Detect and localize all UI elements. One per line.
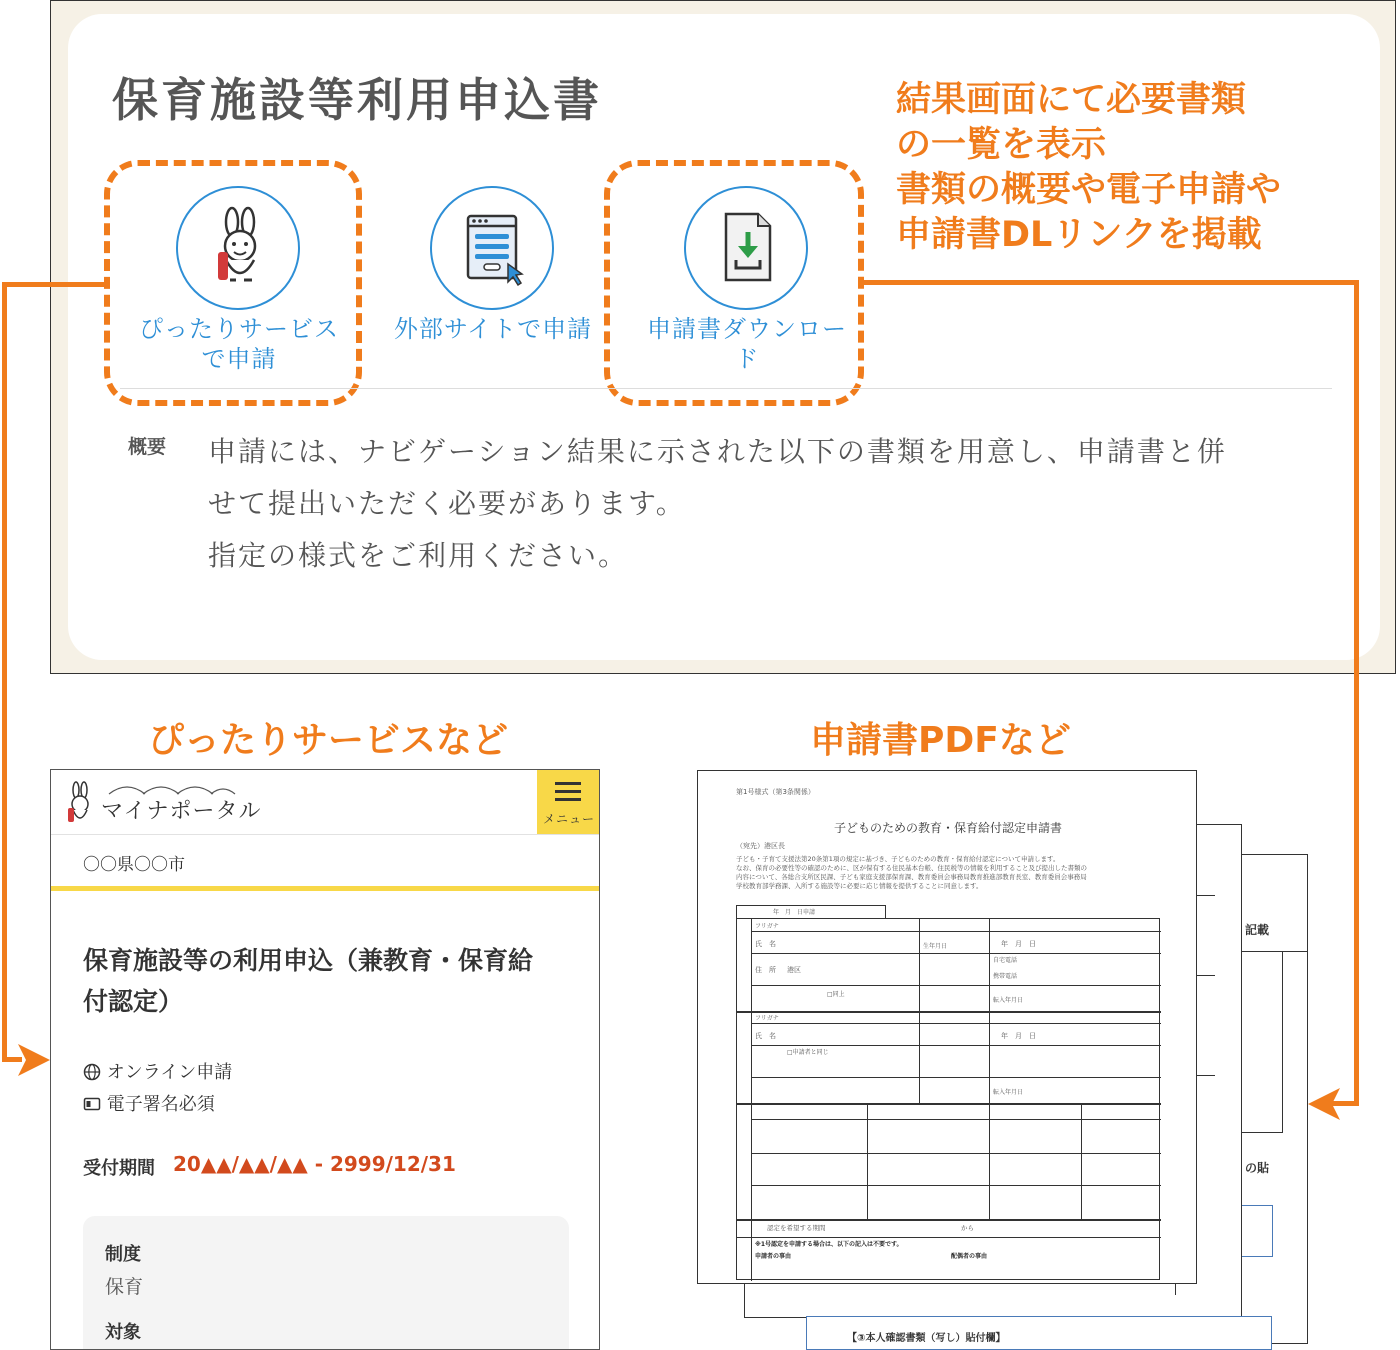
form-number: 第1号様式（第3条関係） [736,788,815,796]
form-rule [751,931,1161,932]
annotation-line: の一覧を表示 [896,125,1107,165]
pittari-label [132,314,346,374]
menu-button[interactable] [537,770,599,834]
form-box [1241,951,1283,1133]
cell-home-phone: 自宅電話 [993,957,1018,964]
document-page-id [806,1316,1272,1350]
pittari-label-line1: ぴったりサービス [139,315,339,343]
period-label: 受付期間 [83,1158,155,1179]
menu-label: メニュー [543,812,596,826]
portal-locality: 〇〇県〇〇市 [83,855,185,875]
form-rule [737,1237,1161,1238]
form-body-line: なお、保育の必要性等の確認のために、区が保有する住民基本台帳、住民税等の情報を利用すること及び提出した書類の [736,864,1087,872]
cell-ymd: 年 月 日 [1001,940,1036,948]
form-rule [751,1153,1161,1154]
id-doc-label: 【③本人確認書類（写し）貼付欄】 [847,1333,1006,1344]
summary-line: 申請には、ナビゲーション結果に示された以下の書類を用意し、申請書と併 [208,435,1227,468]
portal-accent-bar [51,886,599,891]
cell-mobile: 携帯電話 [993,973,1018,980]
form-rule [989,1103,990,1219]
annotation-line: 申請書DLリンクを掲載 [896,215,1262,255]
cell-reason-applicant: 申請者の事由 [755,1253,792,1260]
cell-furigana: フリガナ [755,923,779,930]
summary-label: 概要 [128,436,167,458]
cell-address-value: 港区 [787,966,801,974]
download-label-line1: 申請書ダウンロー [647,315,847,343]
pittari-icon-circle [176,186,300,310]
panel-key-system: 制度 [105,1244,141,1265]
annotation-line: 結果画面にて必要書類 [896,80,1247,120]
panel-key-target: 対象 [105,1322,141,1343]
cell-ymd-2: 年 月 日 [1001,1032,1036,1040]
browser-form-icon [432,188,552,308]
connector-left-vertical [2,282,7,1062]
form-body-line: 内容について、各総合支所区民課、子ども家庭支援部保育課、教育委員会事務局教育推進部教育長室、教育委員会事務局 [736,873,1087,881]
card-divider [120,388,1332,389]
globe-icon [83,1063,101,1081]
form-rule [751,985,1161,986]
form-body-line: 子ども・子育て支援法第20条第1項の規定に基づき、子どものための教育・保育給付認定について申請します。 [736,855,1060,863]
annotation-note [896,78,1281,258]
download-icon-circle [684,186,808,310]
portal-title-line: 保育施設等の利用申込（兼教育・保育給 [83,946,534,975]
side-tag: の貼 [1245,1161,1270,1175]
form-rule [867,1103,868,1219]
form-rule [751,953,1161,954]
myna-portal-screen [50,769,600,1350]
menu-bar [555,798,581,801]
external-site-label: 外部サイトで申請 [393,315,593,343]
cell-address: 住 所 [755,966,776,974]
cell-note: ※1号認定を申請する場合は、以下の記入は不要です。 [755,1241,903,1248]
meta-signature-label: 電子署名必須 [106,1094,215,1115]
form-date-box [736,905,886,919]
form-date: 年 月 日申請 [773,909,816,916]
summary-line: せて提出いただく必要があります。 [208,487,686,520]
form-body-line: 学校教育部学務課、入所する施設等に必要に応じ情報を提供することに同意します。 [736,882,983,890]
form-addressee: （宛先）港区長 [736,842,785,850]
portal-info-panel [83,1216,569,1350]
meta-online [83,1058,232,1084]
external-icon-circle [430,186,554,310]
form-rule [737,1011,1161,1013]
form-rule [919,919,920,1011]
connector-right-vertical [1354,280,1359,1106]
document-download-icon [686,188,806,308]
card-icon [83,1095,101,1113]
cell-from: から [961,1224,974,1232]
cell-name: 氏 名 [755,940,776,948]
cell-name-2: 氏 名 [755,1032,776,1040]
menu-bar [555,782,581,785]
form-rule [919,1011,920,1103]
download-label [640,314,854,374]
portal-logo-text: マイナポータル [101,799,262,824]
portal-header [51,770,599,835]
connector-right-top [862,280,1358,285]
summary-text [208,426,1328,582]
form-rule [1081,1103,1082,1219]
download-button[interactable] [640,184,854,380]
document-page-front [697,770,1197,1284]
form-rule [989,919,990,1011]
download-label-line2: ド [734,345,760,373]
cell-period: 認定を希望する期間 [767,1224,826,1232]
cell-same-as: □申請者と同じ [787,1049,829,1056]
annotation-line: 書類の概要や電子申請や [896,170,1282,210]
cell-same: □同上 [827,991,845,998]
meta-signature [83,1090,215,1116]
cell-reason-spouse: 配偶者の事由 [951,1253,988,1260]
period-value: 20▲▲/▲▲/▲▲ - 2999/12/31 [173,1152,456,1176]
panel-value-system: 保育 [105,1276,144,1298]
form-rule [737,1219,1161,1221]
portal-procedure-title [83,940,573,1022]
form-rule [751,1045,1161,1046]
pittari-service-button[interactable] [132,184,346,380]
portal-title-line: 付認定） [83,987,184,1016]
cell-moved-in: 転入年月日 [993,997,1024,1004]
cell-furigana-2: フリガナ [755,1015,779,1022]
form-rule [737,1103,1161,1105]
side-tag: 記載 [1245,923,1270,937]
form-table [736,918,1160,1280]
form-rule [751,1077,1161,1078]
portal-logo-icon [59,780,99,826]
form-rule [989,1011,990,1103]
form-rule [751,1023,1161,1024]
form-title: 子どものための教育・保育給付認定申請書 [833,821,1062,835]
form-box [1241,1205,1273,1257]
meta-online-label: オンライン申請 [106,1062,233,1083]
arrow-left-head [14,1040,54,1080]
cell-moved-in-2: 転入年月日 [993,1089,1024,1096]
connector-left-top [2,282,106,287]
menu-bar [555,790,581,793]
form-body [736,855,1087,891]
summary-line: 指定の様式をご利用ください。 [208,539,629,572]
cell-birth: 生年月日 [923,943,948,950]
form-rule [751,919,752,1281]
form-rule [751,1119,1161,1120]
pittari-label-line2: で申請 [201,345,277,373]
form-rule [751,1185,1161,1186]
caption-pdf: 申請書PDFなど [810,720,1071,761]
external-site-button[interactable] [386,184,600,380]
rabbit-mascot-icon [178,188,298,308]
card-title: 保育施設等利用申込書 [112,73,602,127]
caption-pittari: ぴったりサービスなど [148,720,509,761]
arrow-right-head [1304,1084,1344,1124]
